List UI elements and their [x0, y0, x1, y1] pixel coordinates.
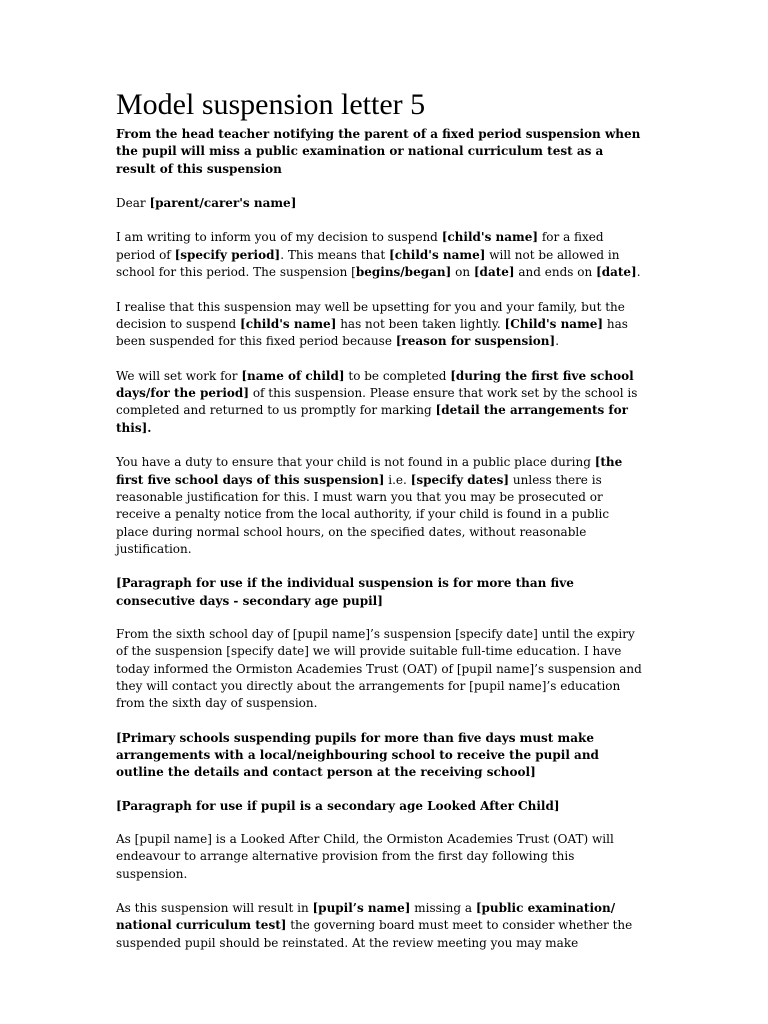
paragraph-text: From the sixth school day of [pupil name]’s suspension [specify date] until the expiry of the suspension [specify date] we will provide suitable full-time education. I have today informed the Ormiston Academies Trust (OAT) of [pupil name]’s suspension and they will contact you directly about the arrangements for [pupil name]’s education from the sixth day of suspension. [116, 627, 642, 711]
paragraph-text: unless there is reasonable justification for this. I must warn you that you may be prosecuted or receive a penalty notice from the local authority, if your child is found in a public place during normal school hours, on the specified dates, without reasonable justification. [116, 472, 610, 556]
placeholder-text: [specify dates] [410, 472, 510, 487]
placeholder-text: begins/began] [355, 265, 452, 280]
letter-body [116, 195, 644, 952]
paragraph-text: I am writing to inform you of my decision to suspend [116, 230, 442, 245]
letter-paragraph [116, 798, 644, 815]
paragraph-text: for a fixed period of [116, 230, 604, 262]
letter-subtitle: From the head teacher notifying the parent of a fixed period suspension when the pupil will miss a public examination or national curriculum test as a result of this suspension [116, 127, 641, 176]
letter-paragraph [116, 299, 644, 351]
placeholder-text: [Paragraph for use if the individual suspension is for more than five consecutive days - secondary age pupil] [116, 576, 574, 608]
placeholder-text: [during the first five school days/for the period] [116, 368, 634, 401]
paragraph-text: will not be allowed in school for this period. The suspension [ [116, 247, 620, 280]
letter-paragraph [116, 229, 644, 281]
paragraph-text: to be completed [344, 368, 451, 383]
paragraph-text: Dear [116, 195, 150, 210]
placeholder-text: [pupil’s name] [312, 901, 411, 916]
paragraph-text: on [451, 265, 474, 280]
paragraph-text: and ends on [514, 265, 597, 280]
letter-paragraph [116, 730, 644, 782]
paragraph-text: i.e. [384, 472, 411, 487]
placeholder-text: [date] [596, 265, 637, 280]
paragraph-text: . [636, 265, 641, 280]
paragraph-text: As [pupil name] is a Looked After Child, the Ormiston Academies Trust (OAT) will endeavour to arrange alternative provision from the first day following this suspension. [116, 831, 614, 881]
letter-paragraph [116, 454, 644, 558]
paragraph-text: the governing board must meet to consider whether the suspended pupil should be reinstated. At the review meeting you may make [116, 918, 633, 950]
paragraph-text: We will set work for [116, 368, 242, 383]
placeholder-text: [public examination/ national curriculum test] [116, 901, 616, 933]
paragraph-text: You have a duty to ensure that your child is not found in a public place during [116, 455, 595, 470]
letter-page [116, 88, 644, 969]
paragraph-text: has been suspended for this fixed period because [116, 316, 628, 349]
letter-paragraph [116, 626, 644, 712]
placeholder-text: [parent/carer's name] [149, 195, 297, 210]
paragraph-text: missing a [410, 901, 476, 916]
placeholder-text: [child's name] [240, 316, 337, 331]
placeholder-text: [the first five school days of this suspension] [116, 455, 623, 487]
placeholder-text: [detail the arrangements for this]. [116, 403, 628, 435]
placeholder-text: [child's name] [441, 230, 539, 245]
placeholder-text: [specify period] [174, 247, 281, 262]
paragraph-text: As this suspension will result in [116, 901, 313, 916]
letter-paragraph [116, 831, 644, 883]
placeholder-text: [name of child] [241, 368, 345, 383]
letter-paragraph [116, 195, 644, 212]
placeholder-text: [date] [473, 265, 515, 280]
placeholder-text: [reason for suspension] [395, 334, 556, 349]
placeholder-text: [Paragraph for use if pupil is a secondary age Looked After Child] [116, 798, 560, 813]
paragraph-text: has not been taken lightly. [336, 316, 505, 331]
placeholder-text: [Primary schools suspending pupils for more than five days must make arrangements with a local/neighbouring school to receive the pupil and outline the details and contact person at the receiving school] [116, 730, 599, 780]
paragraph-text: of this suspension. Please ensure that work set by the school is completed and returned to us promptly for marking [116, 386, 638, 418]
placeholder-text: [child's name] [389, 247, 486, 262]
letter-paragraph [116, 368, 644, 437]
page-title: Model suspension letter 5 [116, 88, 426, 121]
paragraph-text: I realise that this suspension may well be upsetting for you and your family, but the decision to suspend [116, 299, 625, 331]
paragraph-text: . This means that [280, 247, 390, 262]
letter-paragraph [116, 900, 644, 952]
letter-paragraph [116, 575, 644, 610]
paragraph-text: . [555, 334, 560, 349]
placeholder-text: [Child's name] [504, 316, 604, 331]
